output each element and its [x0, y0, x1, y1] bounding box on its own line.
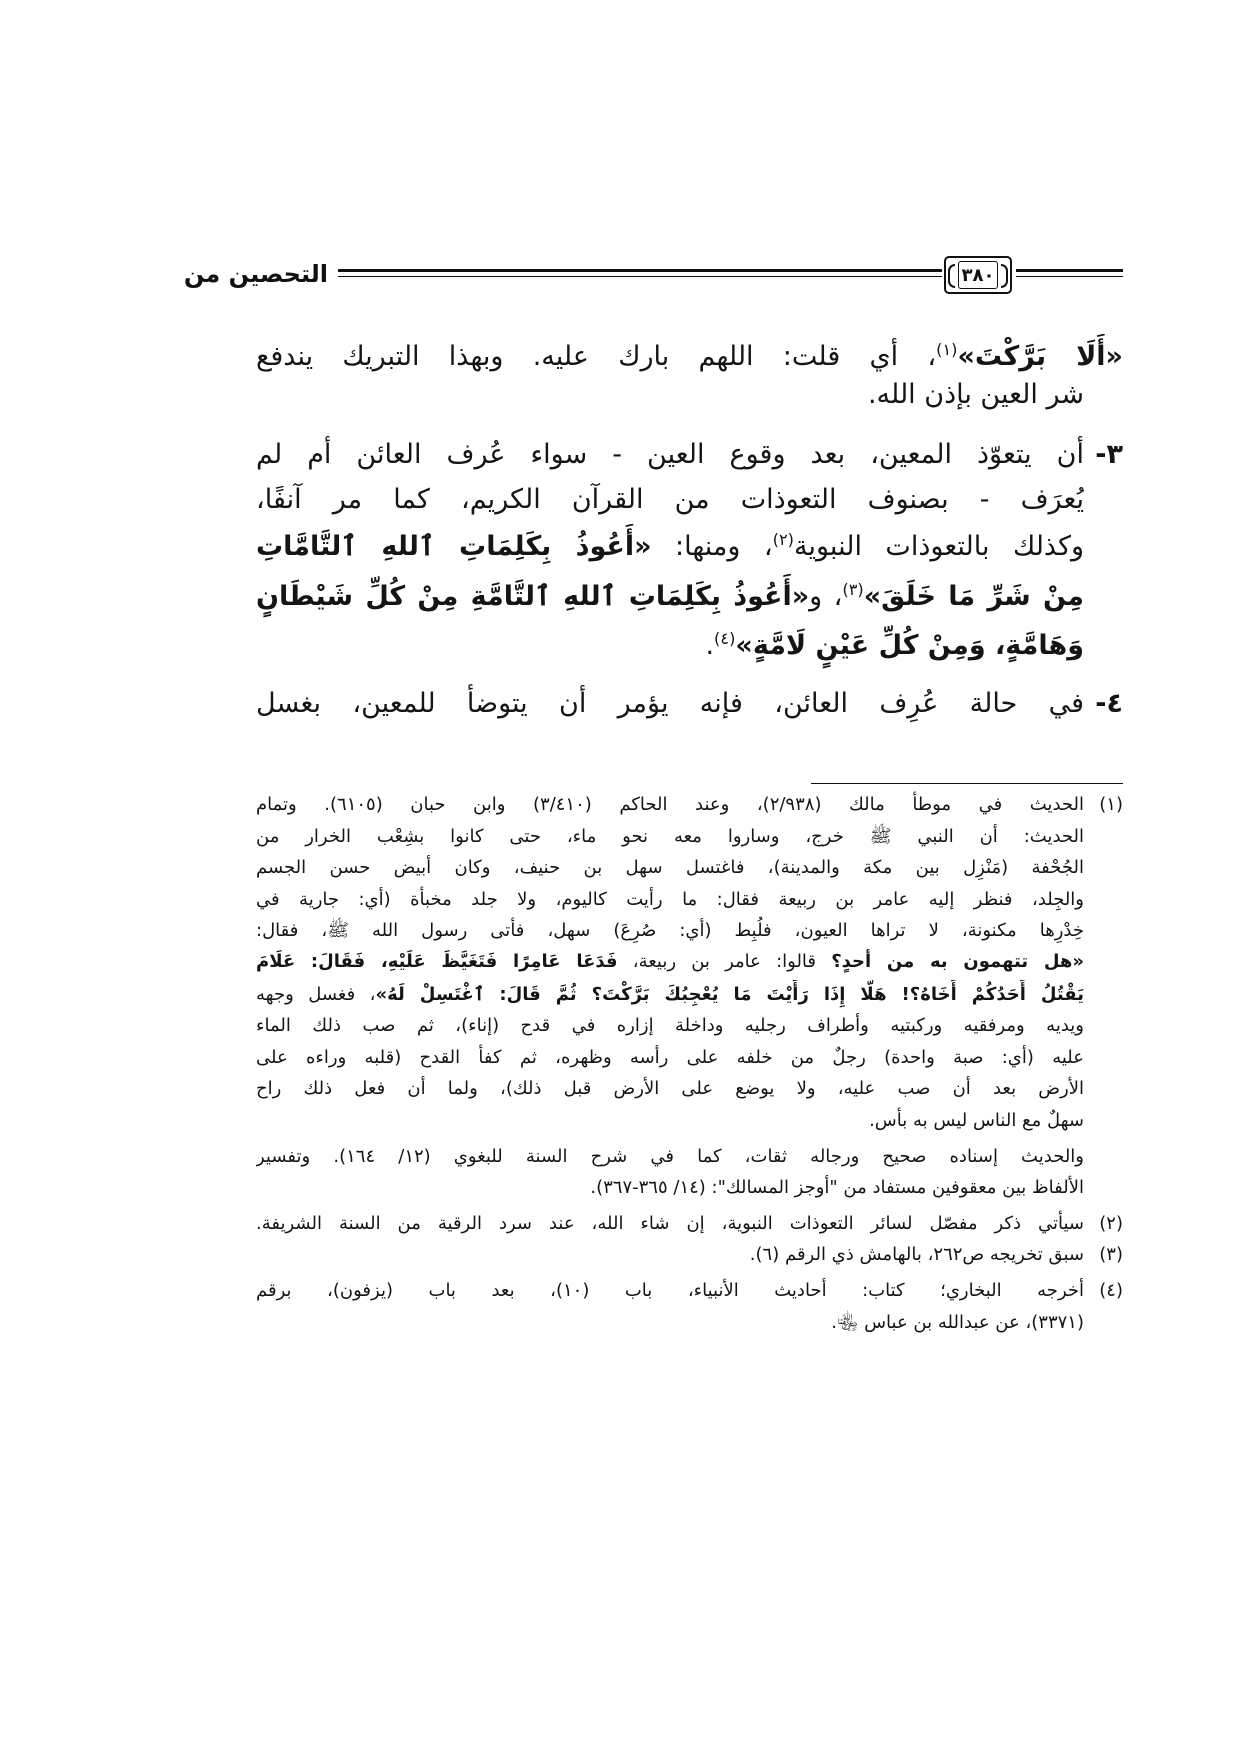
footnote-separator — [811, 783, 1123, 784]
footnote-number: (٤) — [1099, 1280, 1123, 1301]
body-text: ، أي قلت: اللهم بارك عليه. وبهذا التبريك يندفع — [256, 341, 937, 372]
footnote-line: الحديث في موطأ مالك (٢/٩٣٨)، وعند الحاكم (٣/٤١٠) وابن حبان (٦١٠٥). وتمام — [256, 794, 1084, 815]
hadith-quote: مِنْ شَرِّ مَا خَلَقَ» — [863, 581, 1084, 612]
footnote-ref: (٢) — [772, 530, 794, 550]
footnote-line: الأرض بعد أن صب عليه، ولا يوضع على الأرض قبل ذلك)، ولما أن فعل ذلك راح — [256, 1078, 1084, 1099]
footnote-line: خِدْرِها مكنونة، لا تراها العيون، فلُبِط (أي: صُرِعَ) سهل، فأتى رسول الله ﷺ، فقال: — [256, 920, 1084, 941]
footnote-number: (٢) — [1099, 1213, 1123, 1234]
body-line — [256, 623, 1084, 669]
footnote-line: الألفاظ بين معقوفين مستفاد من "أوجز المسالك": (١٤/ ٣٦٥-٣٦٧). — [590, 1177, 1084, 1198]
footnote-line: والحديث إسناده صحيح ورجاله ثقات، كما في شرح السنة للبغوي (١٢/ ١٦٤). وتفسير — [256, 1146, 1084, 1167]
footnote-line: الحديث: أن النبي ﷺ خرج، وساروا معه نحو ماء، حتى كانوا بشِعْب الخرار من — [256, 826, 1084, 847]
body-line: يُعرَف - بصنوف التعوذات من القرآن الكريم، كما مر آنفًا، — [256, 484, 1084, 515]
body-line — [256, 524, 1084, 570]
footnote-line — [256, 947, 1084, 977]
footnote-text: ، فغسل وجهه — [256, 984, 376, 1005]
footnote-ref: (٣) — [842, 580, 864, 600]
hadith-quote: «أَعُوذُ بِكَلِمَاتِ ٱللهِ ٱلتَّامَّةِ مِنْ كُلِّ شَيْطَانٍ — [256, 581, 810, 612]
hadith-quote: «هل تتهمون به من أحدٍ؟ — [831, 951, 1084, 972]
footnote-ref: (١) — [936, 340, 958, 360]
footnote-number: (١) — [1099, 794, 1123, 815]
footnote-line: سهلٌ مع الناس ليس به بأس. — [869, 1110, 1084, 1131]
body-line: أن يتعوّذ المعين، بعد وقوع العين - سواء عُرف العائن أم لم — [256, 439, 1084, 470]
footnote-text: قالوا: عامر بن ربيعة، — [617, 951, 832, 972]
footnote-ref: (٤) — [714, 629, 736, 649]
body-text: ، و — [809, 581, 843, 612]
header-rule-right — [1016, 269, 1123, 277]
hadith-quote: وَهَامَّةٍ، وَمِنْ كُلِّ عَيْنٍ لَامَّةٍ» — [735, 630, 1084, 661]
footnote-number: (٣) — [1099, 1244, 1123, 1265]
footnote-line — [256, 980, 1084, 1010]
page-number-frame — [944, 256, 1012, 294]
footnote-line: أخرجه البخاري؛ كتاب: أحاديث الأنبياء، باب (١٠)، بعد باب (يزفون)، برقم — [256, 1280, 1084, 1301]
hadith-quote: يَقْتُلُ أَحَدُكُمْ أَخَاهُ؟! هَلَّا إِذَا رَأَيْتَ مَا يُعْجِبُكَ بَرَّكْتَ؟ ثُمَّ قَالَ: ٱغْتَسِلْ لَهُ» — [375, 984, 1084, 1005]
body-line — [256, 574, 1084, 620]
running-header-title: التحصين من — [183, 260, 328, 288]
list-item-number: ٣- — [1095, 439, 1123, 470]
page-number: ٣٨٠ — [958, 261, 998, 289]
list-item-number: ٤- — [1095, 688, 1123, 719]
footnote-line: عليه (أي: صبة واحدة) رجلٌ من خلفه على رأسه وظهره، ثم كفأ القدح (قلبه وراءه على — [256, 1047, 1084, 1068]
hadith-quote: فَدَعَا عَامِرًا فَتَغَيَّظَ عَلَيْهِ، فَقَالَ: عَلَامَ — [256, 951, 618, 972]
footnote-line: سبق تخريجه ص٢٦٢، بالهامش ذي الرقم (٦). — [749, 1244, 1084, 1265]
footnote-line: سيأتي ذكر مفصّل لسائر التعوذات النبوية، إن شاء الله، عند سرد الرقية من السنة الشريفة. — [256, 1213, 1084, 1234]
body-text: ، ومنها: — [651, 531, 773, 562]
body-text: وكذلك بالتعوذات النبوية — [793, 531, 1084, 562]
body-line: في حالة عُرِف العائن، فإنه يؤمر أن يتوضأ للمعين، بغسل — [256, 688, 1084, 719]
body-text: . — [705, 630, 715, 661]
footnote-line: والجِلد، فنظر إليه عامر بن ربيعة فقال: ما رأيت كاليوم، ولا جلد مخبأة (أي: جارية في — [256, 889, 1084, 910]
footnote-line: (٣٣٧١)، عن عبدالله بن عباس ﵄. — [831, 1312, 1084, 1333]
hadith-quote: «أَعُوذُ بِكَلِمَاتِ ٱللهِ ٱلتَّامَّاتِ — [256, 531, 652, 562]
footnote-line: ويديه ومرفقيه وركبتيه وأطراف رجليه وداخلة إزاره في قدح (إناء)، ثم صب ذلك الماء — [256, 1015, 1084, 1036]
header-rule-left — [338, 269, 942, 277]
footnote-line: الجُحْفة (مَنْزِل بين مكة والمدينة)، فاغتسل سهل بن حنيف، وكان أبيض حسن الجسم — [256, 857, 1084, 878]
hadith-quote: «أَلَا بَرَّكْتَ» — [957, 341, 1123, 372]
body-line: شر العين بإذن الله. — [867, 379, 1084, 410]
